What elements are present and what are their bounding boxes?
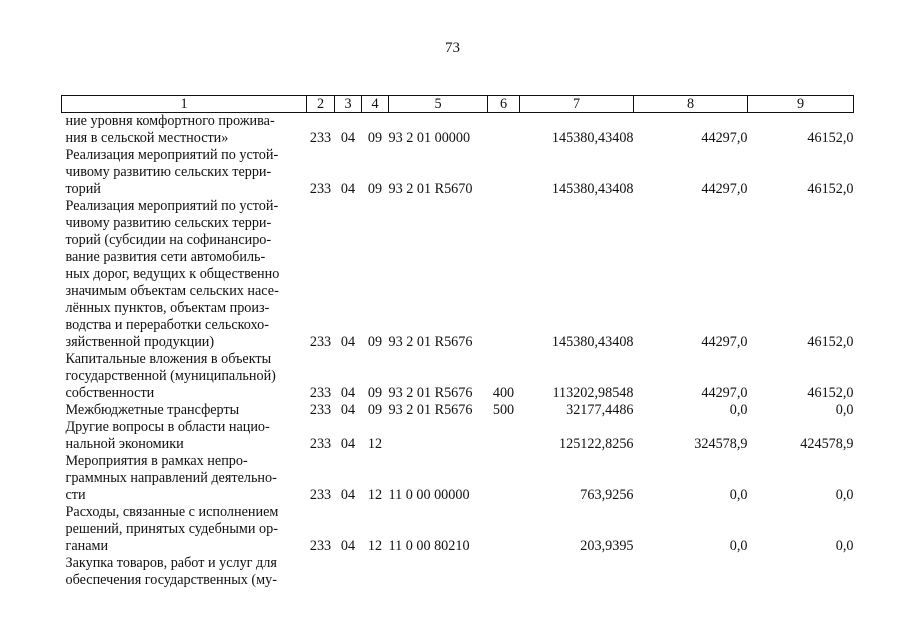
target-article-cell	[389, 555, 488, 589]
item-name-cell	[62, 504, 307, 555]
item-name-line: чивому развитию сельских терри-	[65, 164, 272, 180]
subsection-code-cell: 12	[367, 436, 383, 452]
table-header-row	[62, 96, 854, 113]
admin-code-cell	[307, 555, 335, 589]
section-code-cell: 04	[340, 130, 356, 146]
amount-cell-year1: 145380,43408	[551, 334, 634, 350]
item-name-line: собственности	[65, 385, 155, 401]
item-name-line: значимым объектам сельских насе-	[65, 283, 279, 299]
amount-cell-year2: 44297,0	[701, 130, 748, 146]
column-header: 9	[748, 96, 854, 113]
section-code-cell	[335, 555, 362, 589]
item-name-line: Реализация мероприятий по устой-	[65, 147, 279, 163]
amount-cell-year1: 203,9395	[580, 538, 634, 554]
subsection-code-cell: 09	[367, 334, 383, 350]
item-name-cell	[62, 453, 307, 504]
table-row	[62, 113, 854, 148]
amount-cell-year3: 0,0	[835, 487, 854, 503]
admin-code-cell: 233	[309, 334, 332, 350]
item-name-line: Межбюджетные трансферты	[65, 402, 240, 418]
table-row	[62, 453, 854, 504]
section-code-cell: 04	[340, 538, 356, 554]
amount-cell-year1	[520, 555, 634, 589]
column-header: 1	[62, 96, 307, 113]
amount-cell-year3: 46152,0	[807, 385, 854, 401]
admin-code-cell: 233	[309, 436, 332, 452]
amount-cell-year2: 44297,0	[701, 181, 748, 197]
item-name-cell	[62, 351, 307, 402]
page-number: 73	[445, 40, 460, 56]
item-name-line: Реализация мероприятий по устой-	[65, 198, 279, 214]
item-name-line: лённых пунктов, объектам произ-	[65, 300, 270, 316]
item-name-line: сти	[65, 487, 86, 503]
item-name-line: Мероприятия в рамках непро-	[65, 453, 248, 469]
item-name-line: зяйственной продукции)	[65, 334, 215, 350]
admin-code-cell: 233	[309, 130, 332, 146]
amount-cell-year3: 46152,0	[807, 334, 854, 350]
amount-cell-year3	[748, 555, 854, 589]
target-article-cell: 11 0 00 00000	[388, 487, 470, 503]
target-article-cell	[389, 419, 488, 453]
item-name-line: торий	[65, 181, 101, 197]
amount-cell-year2	[634, 555, 748, 589]
item-name-line: Другие вопросы в области нацио-	[65, 419, 270, 435]
section-code-cell: 04	[340, 334, 356, 350]
table-row	[62, 419, 854, 453]
table-row	[62, 147, 854, 198]
budget-table	[61, 95, 854, 589]
item-name-line: государственной (муниципальной)	[65, 368, 276, 384]
subsection-code-cell: 09	[367, 130, 383, 146]
column-header: 6	[488, 96, 520, 113]
amount-cell-year3: 0,0	[835, 538, 854, 554]
expense-type-cell	[488, 113, 520, 148]
amount-cell-year1: 145380,43408	[551, 181, 634, 197]
section-code-cell: 04	[340, 436, 356, 452]
item-name-line: ние уровня комфортного прожива-	[65, 113, 275, 129]
item-name-line: Расходы, связанные с исполнением	[65, 504, 279, 520]
item-name-cell	[62, 419, 307, 453]
target-article-cell: 93 2 01 R5676	[388, 385, 473, 401]
subsection-code-cell: 12	[367, 487, 383, 503]
section-code-cell: 04	[340, 487, 356, 503]
expense-type-cell	[488, 419, 520, 453]
item-name-cell	[62, 147, 307, 198]
target-article-cell: 93 2 01 00000	[388, 130, 471, 146]
amount-cell-year1: 113202,98548	[552, 385, 634, 401]
item-name-line: чивому развитию сельских терри-	[65, 215, 272, 231]
item-name-cell	[62, 402, 307, 419]
table-row	[62, 504, 854, 555]
item-name-line: решений, принятых судебными ор-	[65, 521, 278, 537]
amount-cell-year2: 0,0	[729, 402, 748, 418]
item-name-line: вание развития сети автомобиль-	[65, 249, 266, 265]
amount-cell-year3: 0,0	[835, 402, 854, 418]
amount-cell-year1: 145380,43408	[551, 130, 634, 146]
item-name-line: ганами	[65, 538, 109, 554]
target-article-cell: 93 2 01 R5676	[388, 402, 473, 418]
item-name-line: нальной экономики	[65, 436, 184, 452]
target-article-cell: 11 0 00 80210	[388, 538, 470, 554]
section-code-cell: 04	[340, 385, 356, 401]
column-header: 4	[362, 96, 389, 113]
amount-cell-year1: 32177,4486	[566, 402, 634, 418]
amount-cell-year2: 44297,0	[701, 385, 748, 401]
amount-cell-year3: 46152,0	[807, 130, 854, 146]
item-name-line: Капитальные вложения в объекты	[65, 351, 272, 367]
subsection-code-cell: 09	[367, 181, 383, 197]
subsection-code-cell	[362, 555, 389, 589]
item-name-line: водства и переработки сельскохо-	[65, 317, 269, 333]
expense-type-cell	[488, 198, 520, 351]
table-row	[62, 555, 854, 589]
amount-cell-year2: 0,0	[729, 538, 748, 554]
expense-type-cell	[488, 453, 520, 504]
table-body	[62, 113, 854, 590]
table-row	[62, 402, 854, 419]
target-article-cell: 93 2 01 R5676	[388, 334, 473, 350]
amount-cell-year1: 125122,8256	[559, 436, 634, 452]
item-name-cell	[62, 198, 307, 351]
column-header: 2	[307, 96, 335, 113]
target-article-cell: 93 2 01 R5670	[388, 181, 473, 197]
amount-cell-year3: 46152,0	[807, 181, 854, 197]
table-row	[62, 351, 854, 402]
section-code-cell: 04	[340, 402, 356, 418]
amount-cell-year2: 324578,9	[694, 436, 748, 452]
subsection-code-cell: 09	[367, 402, 383, 418]
admin-code-cell: 233	[309, 487, 332, 503]
amount-cell-year3: 424578,9	[800, 436, 854, 452]
subsection-code-cell: 09	[367, 385, 383, 401]
column-header: 3	[335, 96, 362, 113]
column-header: 8	[634, 96, 748, 113]
item-name-line: граммных направлений деятельно-	[65, 470, 277, 486]
amount-cell-year2: 44297,0	[701, 334, 748, 350]
expense-type-cell	[488, 555, 520, 589]
expense-type-cell	[488, 504, 520, 555]
admin-code-cell: 233	[309, 538, 332, 554]
item-name-line: торий (субсидии на софинансиро-	[65, 232, 272, 248]
item-name-line: Закупка товаров, работ и услуг для	[65, 555, 277, 571]
column-header: 7	[520, 96, 634, 113]
admin-code-cell: 233	[309, 181, 332, 197]
admin-code-cell: 233	[309, 385, 332, 401]
section-code-cell: 04	[340, 181, 356, 197]
item-name-line: обеспечения государственных (му-	[65, 572, 277, 588]
item-name-cell	[62, 113, 307, 148]
expense-type-cell: 500	[492, 402, 515, 418]
amount-cell-year1: 763,9256	[580, 487, 634, 503]
amount-cell-year2: 0,0	[729, 487, 748, 503]
expense-type-cell	[488, 147, 520, 198]
admin-code-cell: 233	[309, 402, 332, 418]
column-header: 5	[389, 96, 488, 113]
expense-type-cell: 400	[492, 385, 515, 401]
subsection-code-cell: 12	[367, 538, 383, 554]
item-name-line: ния в сельской местности»	[65, 130, 229, 146]
item-name-line: ных дорог, ведущих к общественно	[65, 266, 280, 282]
table-row	[62, 198, 854, 351]
item-name-cell	[62, 555, 307, 589]
